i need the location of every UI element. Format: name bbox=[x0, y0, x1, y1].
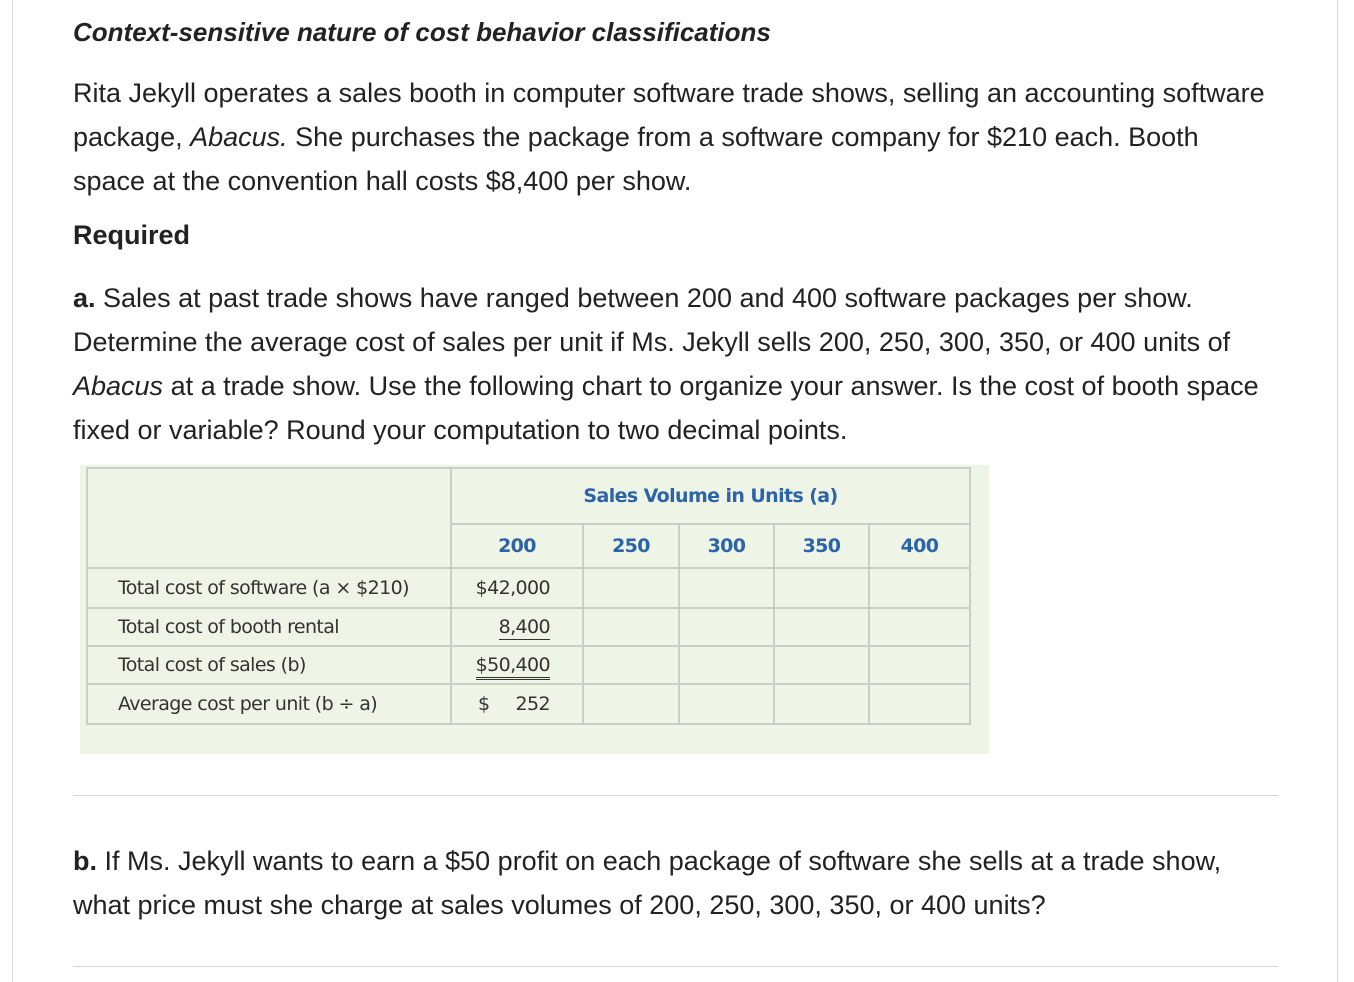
table-row bbox=[87, 568, 970, 608]
part-a-paragraph bbox=[73, 276, 1278, 452]
group-header: Sales Volume in Units (a) bbox=[451, 468, 970, 524]
empty-cell bbox=[869, 646, 970, 684]
part-b-prefix: b. bbox=[73, 846, 97, 876]
table-corner-cell bbox=[87, 468, 451, 568]
empty-cell bbox=[774, 568, 869, 608]
row-label: Average cost per unit (b ÷ a) bbox=[87, 684, 451, 724]
part-a-text-2: at a trade show. Use the following chart to organize your answer. Is the cost of booth space fixed or variable? Round your computation to two decimal points. bbox=[73, 371, 1259, 445]
part-b-text: If Ms. Jekyll wants to earn a $50 profit on each package of software she sells at a trade show, what price must she charge at sales volumes of 200, 250, 300, 350, or 400 units? bbox=[73, 846, 1222, 920]
empty-cell bbox=[583, 646, 679, 684]
row-label: Total cost of sales (b) bbox=[87, 646, 451, 684]
empty-cell bbox=[583, 608, 679, 646]
empty-cell bbox=[583, 568, 679, 608]
column-header: 350 bbox=[774, 524, 869, 568]
empty-cell bbox=[869, 608, 970, 646]
empty-cell bbox=[774, 684, 869, 724]
column-header: 250 bbox=[583, 524, 679, 568]
empty-cell bbox=[679, 684, 774, 724]
section-divider-bottom bbox=[73, 966, 1278, 967]
empty-cell bbox=[679, 568, 774, 608]
empty-cell bbox=[679, 608, 774, 646]
empty-cell bbox=[774, 646, 869, 684]
table-row bbox=[87, 684, 970, 724]
column-header: 300 bbox=[679, 524, 774, 568]
value-cell bbox=[451, 646, 583, 684]
cost-chart-table bbox=[86, 467, 971, 725]
empty-cell bbox=[774, 608, 869, 646]
intro-text-1: Rita Jekyll operates a sales booth in computer software trade shows, selling an accounting software package, bbox=[73, 78, 1265, 152]
column-header: 200 bbox=[451, 524, 583, 568]
empty-cell bbox=[869, 568, 970, 608]
empty-cell bbox=[679, 646, 774, 684]
cell-value: $42,000 bbox=[475, 577, 550, 599]
empty-cell bbox=[869, 684, 970, 724]
value-cell bbox=[451, 684, 583, 724]
table-row bbox=[87, 608, 970, 646]
cost-chart-image bbox=[80, 465, 989, 754]
currency-symbol: $ bbox=[478, 693, 490, 715]
section-divider bbox=[73, 795, 1278, 796]
row-label: Total cost of software (a × $210) bbox=[87, 568, 451, 608]
required-heading: Required bbox=[73, 220, 191, 250]
part-a-product-name: Abacus bbox=[73, 371, 164, 401]
part-a-text-1: Sales at past trade shows have ranged between 200 and 400 software packages per show. Determine the average cost of sales per unit if Ms. Jekyll sells 200, 250, 300, 350, or 400 units of bbox=[73, 283, 1231, 357]
column-header: 400 bbox=[869, 524, 970, 568]
cell-value: 8,400 bbox=[498, 616, 550, 638]
value-cell bbox=[451, 608, 583, 646]
cell-value: $50,400 bbox=[476, 654, 550, 680]
row-label: Total cost of booth rental bbox=[87, 608, 451, 646]
part-b-paragraph bbox=[73, 839, 1278, 927]
empty-cell bbox=[583, 684, 679, 724]
part-a-prefix: a. bbox=[73, 283, 96, 313]
value-cell bbox=[451, 568, 583, 608]
cell-value: 252 bbox=[515, 693, 550, 715]
table-row bbox=[87, 646, 970, 684]
intro-paragraph bbox=[73, 71, 1278, 203]
intro-text-2: She purchases the package from a software company for $210 each. Booth space at the convention hall costs $8,400 per show. bbox=[73, 122, 1199, 196]
intro-product-name: Abacus. bbox=[190, 122, 288, 152]
problem-title: Context-sensitive nature of cost behavior classifications bbox=[73, 17, 771, 47]
